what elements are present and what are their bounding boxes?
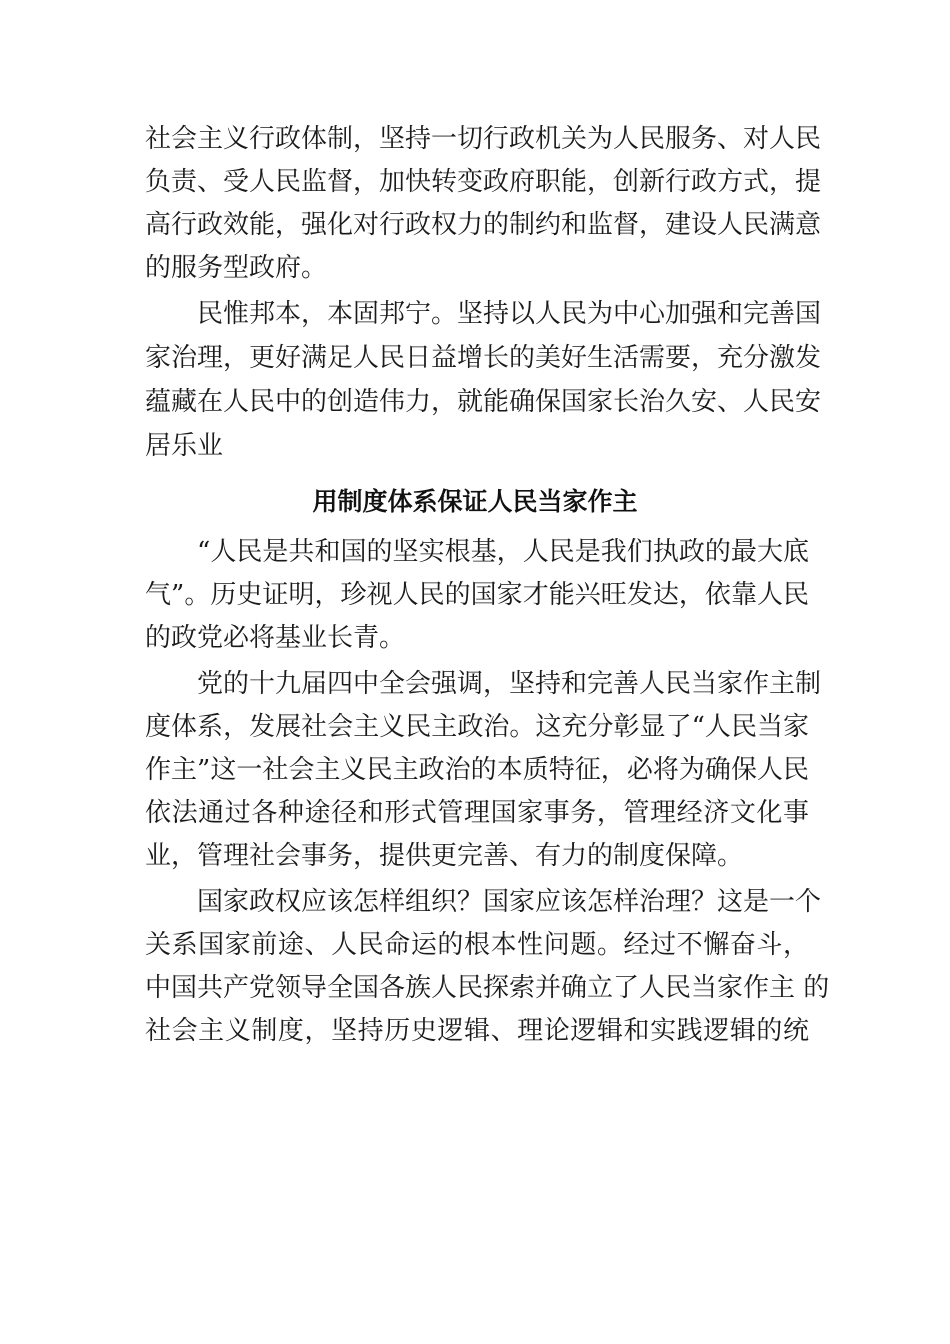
text-line: 负责、受人民监督，加快转变政府职能，创新行政方式，提: [145, 167, 822, 197]
text-line: 中国共产党领导全国各族人民探索并确立了人民当家作主 的: [145, 973, 830, 1003]
text-line: 度体系，发展社会主义民主政治。这充分彰显了“人民当家: [145, 712, 809, 742]
text-line: “人民是共和国的坚实根基，人民是我们执政的最大底: [197, 537, 809, 567]
text-line: 居乐业: [145, 431, 224, 461]
text-line: 的政党必将基业长青。: [145, 623, 406, 653]
text-line: 家治理，更好满足人民日益增长的美好生活需要，充分激发: [145, 343, 822, 373]
text-line: 高行政效能，强化对行政权力的制约和监督，建设人民满意: [145, 210, 822, 240]
text-line: 作主”这一社会主义民主政治的本质特征，必将为确保人民: [145, 755, 809, 785]
text-line: 社会主义行政体制，坚持一切行政机关为人民服务、对人民: [145, 124, 822, 154]
text-line: 关系国家前途、人民命运的根本性问题。经过不懈奋斗，: [145, 930, 809, 960]
text-line: 民惟邦本，本固邦宁。坚持以人民为中心加强和完善国: [197, 299, 822, 329]
section-heading: 用制度体系保证人民当家作主: [312, 487, 638, 516]
text-line: 蕴藏在人民中的创造伟力，就能确保国家长治久安、人民安: [145, 387, 822, 417]
text-line: 的服务型政府。: [145, 253, 328, 283]
text-line: 业，管理社会事务，提供更完善、有力的制度保障。: [145, 841, 744, 871]
text-line: 党的十九届四中全会强调，坚持和完善人民当家作主制: [197, 669, 822, 699]
text-line: 依法通过各种途径和形式管理国家事务，管理经济文化事: [145, 798, 809, 828]
text-line: 国家政权应该怎样组织？国家应该怎样治理？这是一个: [197, 887, 822, 917]
text-line: 社会主义制度，坚持历史逻辑、理论逻辑和实践逻辑的统: [145, 1016, 809, 1046]
text-line: 气”。历史证明，珍视人民的国家才能兴旺发达，依靠人民: [145, 580, 809, 610]
